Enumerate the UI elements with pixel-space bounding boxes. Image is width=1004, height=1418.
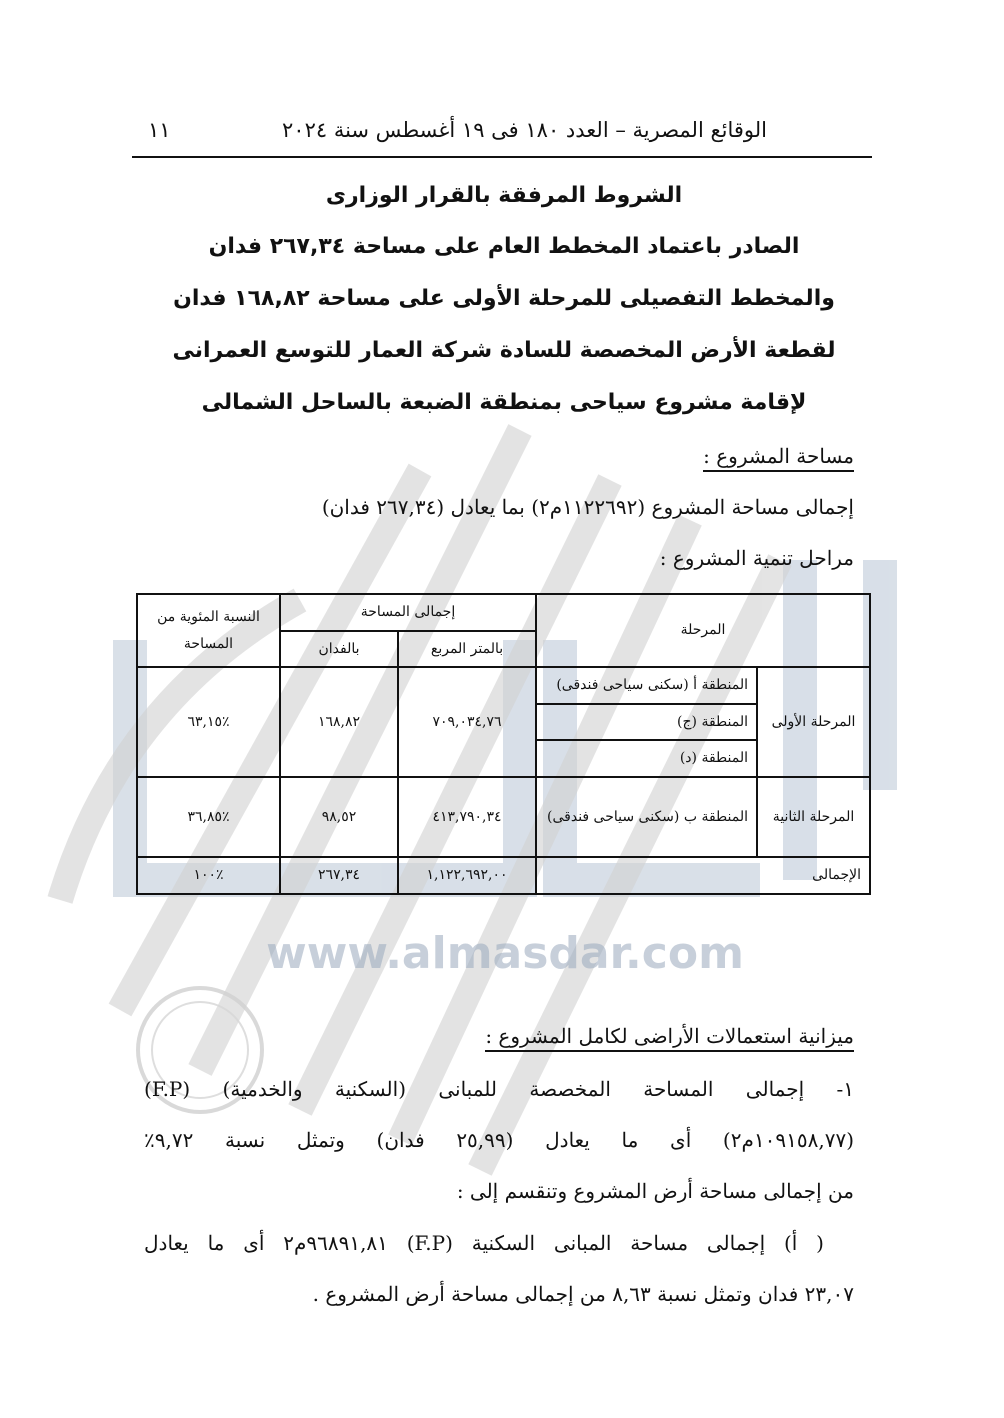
header-feddan: بالفدان (280, 631, 398, 668)
phase1-sqm: ٧٠٩,٠٣٤,٧٦ (398, 667, 536, 777)
phase1-feddan: ١٦٨,٨٢ (280, 667, 398, 777)
total-sqm: ١,١٢٢,٦٩٢,٠٠ (398, 857, 536, 894)
phase2-sqm: ٤١٣,٧٩٠,٣٤ (398, 777, 536, 857)
project-area-heading-text: مساحة المشروع : (703, 444, 854, 472)
land-use-item1-line2: (١٠٩١٥٨,٧٧م٢) أى ما يعادل (٢٥,٩٩ فدان) وتمثل نسبة ٩,٧٢٪ (144, 1128, 854, 1152)
document-title-line-5: لإقامة مشروع سياحى بمنطقة الضبعة بالساحل الشمالى (201, 390, 807, 415)
project-area-heading (703, 444, 854, 468)
header-title: الوقائع المصرية – العدد ١٨٠ فى ١٩ أغسطس سنة ٢٠٢٤ (282, 118, 767, 142)
phase2-feddan: ٩٨,٥٢ (280, 777, 398, 857)
table-row (137, 667, 870, 704)
phase2-zone-b: المنطقة ب (سكنى سياحى فندقى) (536, 777, 757, 857)
total-label: الإجمالى (536, 857, 870, 894)
page-header (132, 112, 872, 158)
table-row (137, 857, 870, 894)
total-feddan: ٢٦٧,٣٤ (280, 857, 398, 894)
phase1-zone-c: المنطقة (ج) (536, 704, 757, 741)
phase1-zone-a: المنطقة أ (سكنى سياحى فندقى) (536, 667, 757, 704)
land-use-heading (485, 1024, 854, 1048)
header-phase: المرحلة (536, 594, 870, 667)
table-row (137, 777, 870, 857)
document-title-line-3: والمخطط التفصيلى للمرحلة الأولى على مساحة ١٦٨,٨٢ فدان (173, 286, 835, 311)
total-percentage: ١٠٠٪ (137, 857, 280, 894)
header-sqm: بالمتر المربع (398, 631, 536, 668)
phase1-percentage: ٦٣,١٥٪ (137, 667, 280, 777)
page-number: ١١ (148, 118, 171, 142)
land-use-item-a-line2: ٢٣,٠٧ فدان وتمثل نسبة ٨,٦٣ من إجمالى مساحة أرض المشروع . (312, 1282, 854, 1306)
phase2-name: المرحلة الثانية (757, 777, 870, 857)
table-header-row (137, 594, 870, 631)
phase1-zone-d: المنطقة (د) (536, 740, 757, 777)
land-use-item1-line1: ١- إجمالى المساحة المخصصة للمبانى (السكنية والخدمية) (F.P) (144, 1077, 854, 1101)
project-area-text: إجمالى مساحة المشروع (١١٢٢٦٩٢م٢) بما يعادل (٢٦٧,٣٤ فدان) (321, 495, 854, 519)
phases-table (136, 593, 871, 895)
document-title-line-1: الشروط المرفقة بالقرار الوزارى (325, 183, 683, 208)
phase2-percentage: ٣٦,٨٥٪ (137, 777, 280, 857)
watermark-url: www.almasdar.com (266, 928, 744, 979)
land-use-heading-text: ميزانية استعمالات الأراضى لكامل المشروع : (485, 1024, 854, 1052)
phases-heading: مراحل تنمية المشروع : (659, 546, 854, 570)
land-use-item1-line3: من إجمالى مساحة أرض المشروع وتنقسم إلى : (456, 1179, 854, 1203)
header-percentage: النسبة المئوية من المساحة (137, 594, 280, 667)
land-use-item-a-line1: ( أ) إجمالى مساحة المبانى السكنية (F.P) ٩٦٨٩١,٨١م٢ أى ما يعادل (144, 1231, 824, 1255)
document-title-line-2: الصادر باعتماد المخطط العام على مساحة ٢٦٧,٣٤ فدان (208, 234, 800, 259)
document-title-line-4: لقطعة الأرض المخصصة للسادة شركة العمار للتوسع العمرانى (172, 338, 836, 363)
header-total-area: إجمالى المساحة (280, 594, 536, 631)
phase1-name: المرحلة الأولى (757, 667, 870, 777)
